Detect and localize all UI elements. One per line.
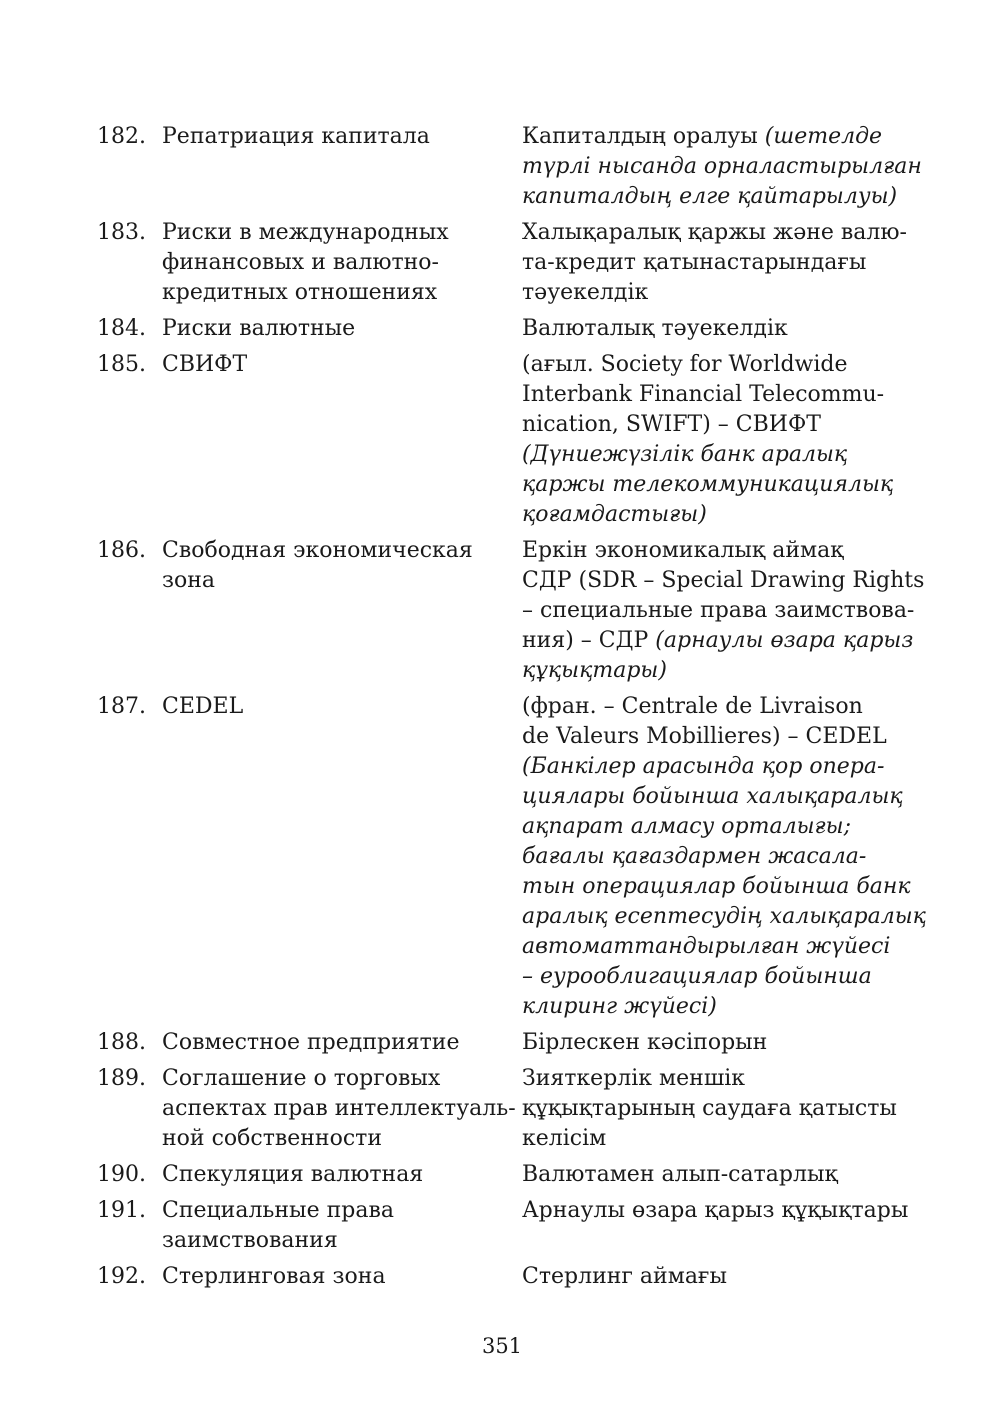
- kazakh-translation-line: [522, 962, 922, 992]
- translation-text: Стерлинг аймағы: [522, 1264, 727, 1289]
- translation-text: Зияткерлік меншік: [522, 1066, 746, 1091]
- glossary-entry: [0, 314, 1004, 344]
- kazakh-translation-line: [522, 1196, 922, 1226]
- russian-term-line: Свободная экономическая: [162, 538, 473, 563]
- kazakh-translation: [522, 1064, 922, 1154]
- russian-term: [162, 350, 512, 380]
- kazakh-translation-line: [522, 812, 922, 842]
- kazakh-translation-line: [522, 470, 922, 500]
- entry-number: 188.: [97, 1030, 146, 1055]
- kazakh-translation-line: [522, 1124, 922, 1154]
- translation-text: Валюталық тәуекелдік: [522, 316, 788, 341]
- kazakh-translation-line: [522, 722, 922, 752]
- italic-note-text: капиталдың елге қайтарылуы): [522, 184, 898, 209]
- russian-term-line: Соглашение о торговых: [162, 1066, 441, 1091]
- russian-term-line: CEDEL: [162, 694, 244, 719]
- kazakh-translation: [522, 1028, 922, 1058]
- italic-note-text: (Банкілер арасында қор опера-: [522, 754, 885, 779]
- kazakh-translation: [522, 122, 922, 212]
- kazakh-translation-line: [522, 1094, 922, 1124]
- translation-text: келісім: [522, 1126, 607, 1151]
- kazakh-translation-line: [522, 752, 922, 782]
- italic-note-text: бағалы қағаздармен жасала-: [522, 844, 867, 869]
- russian-term: [162, 1028, 512, 1058]
- kazakh-translation-line: [522, 350, 922, 380]
- kazakh-translation-line: [522, 656, 922, 686]
- kazakh-translation-line: [522, 1262, 922, 1292]
- kazakh-translation-line: [522, 248, 922, 278]
- translation-text: құқықтарының саудаға қатысты: [522, 1096, 897, 1121]
- glossary-entry: [0, 692, 1004, 1022]
- kazakh-translation-line: [522, 902, 926, 932]
- italic-note-text: тын операциялар бойынша банк: [522, 874, 911, 899]
- glossary-entry: [0, 350, 1004, 530]
- glossary-entry: [0, 1262, 1004, 1292]
- kazakh-translation: [522, 1160, 922, 1190]
- kazakh-translation-line: [522, 440, 922, 470]
- page-number: 351: [481, 1334, 523, 1358]
- translation-text: (ағыл. Society for Worldwide: [522, 352, 848, 377]
- kazakh-translation-line: [522, 1064, 922, 1094]
- translation-text: та-кредит қатынастарындағы: [522, 250, 867, 275]
- kazakh-translation-line: [522, 152, 922, 182]
- russian-term: [162, 122, 512, 152]
- entry-number: 192.: [97, 1264, 146, 1289]
- italic-note-text: автоматтандырылған жүйесі: [522, 934, 891, 959]
- kazakh-translation-line: [522, 932, 922, 962]
- translation-text: Еркін экономикалық аймақ: [522, 538, 844, 563]
- russian-term-line: Риски в международных: [162, 220, 449, 245]
- russian-term-line: Стерлинговая зона: [162, 1264, 386, 1289]
- glossary-entry: [0, 1064, 1004, 1154]
- entry-number: 189.: [97, 1066, 146, 1091]
- translation-text: Капиталдың оралуы: [522, 124, 765, 149]
- russian-term-line: Совместное предприятие: [162, 1030, 460, 1055]
- kazakh-translation-line: [522, 596, 922, 626]
- glossary-entry: [0, 536, 1004, 686]
- entry-number: 183.: [97, 220, 146, 245]
- translation-text: de Valeurs Mobillieres) – CEDEL: [522, 724, 887, 749]
- kazakh-translation-line: [522, 626, 922, 656]
- translation-text: Бірлескен кәсіпорын: [522, 1030, 768, 1055]
- kazakh-translation: [522, 350, 922, 530]
- glossary-entry: [0, 1028, 1004, 1058]
- russian-term-line: кредитных отношениях: [162, 280, 438, 305]
- russian-term-line: финансовых и валютно-: [162, 250, 439, 275]
- russian-term: [162, 1160, 512, 1190]
- russian-term-line: Риски валютные: [162, 316, 356, 341]
- entry-number: 184.: [97, 316, 146, 341]
- kazakh-translation-line: [522, 992, 922, 1022]
- russian-term: [162, 692, 512, 722]
- italic-note-text: – еурооблигациялар бойынша: [522, 964, 872, 989]
- kazakh-translation-line: [522, 1160, 922, 1190]
- glossary-entry: [0, 1196, 1004, 1256]
- entry-number: 190.: [97, 1162, 146, 1187]
- kazakh-translation: [522, 692, 926, 1022]
- glossary-entries: [0, 122, 1004, 1298]
- kazakh-translation-line: [522, 566, 925, 596]
- russian-term-line: аспектах прав интеллектуаль-: [162, 1096, 516, 1121]
- glossary-entry: [0, 1160, 1004, 1190]
- kazakh-translation-line: [522, 1028, 922, 1058]
- entry-number: 186.: [97, 538, 146, 563]
- italic-note-text: қаржы телекоммуникациялық: [522, 472, 894, 497]
- translation-text: ния) – СДР: [522, 628, 656, 653]
- kazakh-translation: [522, 314, 922, 344]
- russian-term-line: Специальные права: [162, 1198, 394, 1223]
- russian-term-line: заимствования: [162, 1228, 338, 1253]
- italic-note-text: түрлі нысанда орналастырылған: [522, 154, 922, 179]
- entry-number: 191.: [97, 1198, 146, 1223]
- translation-text: Валютамен алып-сатарлық: [522, 1162, 838, 1187]
- russian-term: [162, 536, 512, 596]
- russian-term: [162, 1064, 516, 1154]
- italic-note-text: аралық есептесудің халықаралық: [522, 904, 926, 929]
- entry-number: 182.: [97, 124, 146, 149]
- translation-text: nication, SWIFT) – СВИФТ: [522, 412, 821, 437]
- translation-text: Халықаралық қаржы және валю-: [522, 220, 907, 245]
- russian-term-line: Спекуляция валютная: [162, 1162, 424, 1187]
- translation-text: – специальные права заимствова-: [522, 598, 915, 623]
- russian-term-line: СВИФТ: [162, 352, 248, 377]
- kazakh-translation-line: [522, 500, 922, 530]
- kazakh-translation: [522, 218, 922, 308]
- russian-term-line: ной собственности: [162, 1126, 382, 1151]
- entry-number: 187.: [97, 694, 146, 719]
- russian-term: [162, 218, 512, 308]
- italic-note-text: циялары бойынша халықаралық: [522, 784, 903, 809]
- glossary-entry: [0, 218, 1004, 308]
- translation-text: Арнаулы өзара қарыз құқықтары: [522, 1198, 909, 1223]
- kazakh-translation-line: [522, 536, 922, 566]
- entry-number: 185.: [97, 352, 146, 377]
- russian-term: [162, 314, 512, 344]
- kazakh-translation-line: [522, 380, 922, 410]
- kazakh-translation-line: [522, 314, 922, 344]
- italic-note-text: (Дүниежүзілік банк аралық: [522, 442, 848, 467]
- translation-text: (фран. – Centrale de Livraison: [522, 694, 863, 719]
- kazakh-translation-line: [522, 410, 922, 440]
- italic-note-text: құқықтары): [522, 658, 667, 683]
- kazakh-translation: [522, 536, 925, 686]
- kazakh-translation-line: [522, 692, 922, 722]
- italic-note-text: клиринг жүйесі): [522, 994, 717, 1019]
- translation-text: тәуекелдік: [522, 280, 649, 305]
- italic-note-text: қоғамдастығы): [522, 502, 707, 527]
- italic-note-text: (арнаулы өзара қарыз: [655, 628, 914, 653]
- italic-note-text: ақпарат алмасу орталығы;: [522, 814, 851, 839]
- translation-text: СДР (SDR – Special Drawing Rights: [522, 568, 925, 593]
- russian-term-line: Репатриация капитала: [162, 124, 430, 149]
- glossary-entry: [0, 122, 1004, 212]
- russian-term: [162, 1262, 512, 1292]
- kazakh-translation-line: [522, 782, 922, 812]
- russian-term: [162, 1196, 512, 1256]
- italic-note-text: (шетелде: [764, 124, 883, 149]
- kazakh-translation-line: [522, 842, 922, 872]
- russian-term-line: зона: [162, 568, 216, 593]
- kazakh-translation-line: [522, 182, 922, 212]
- translation-text: Interbank Financial Telecommu-: [522, 382, 885, 407]
- kazakh-translation-line: [522, 218, 922, 248]
- kazakh-translation-line: [522, 122, 922, 152]
- kazakh-translation: [522, 1196, 922, 1256]
- kazakh-translation: [522, 1262, 922, 1292]
- kazakh-translation-line: [522, 872, 922, 902]
- kazakh-translation-line: [522, 278, 922, 308]
